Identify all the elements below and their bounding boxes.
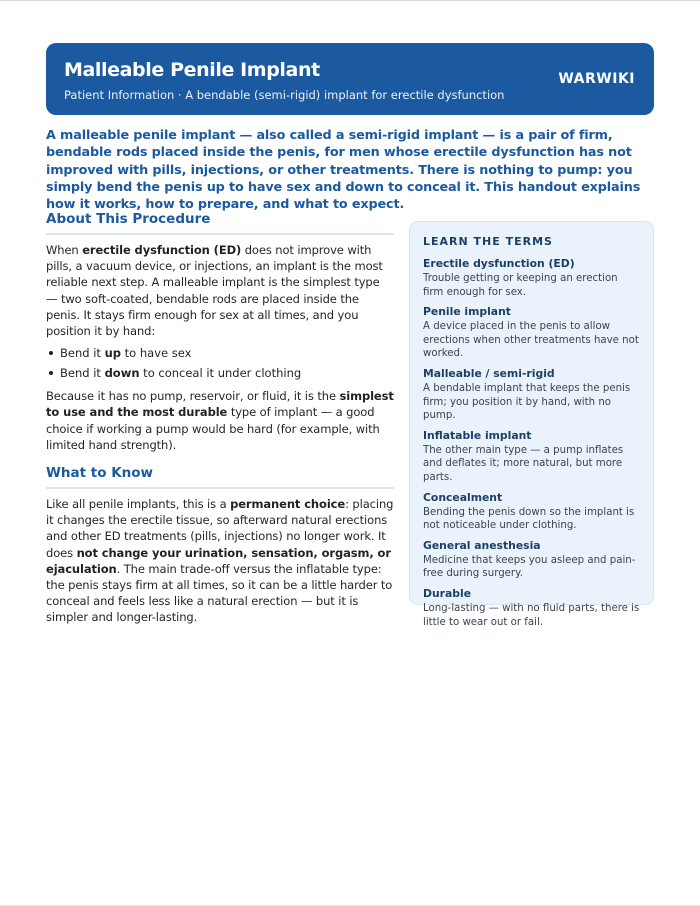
term-definition: Medicine that keeps you asleep and pain-free during surgery. — [423, 554, 636, 580]
main-content — [46, 210, 394, 626]
text-run: does not improve with pills, a vacuum device, or injections, an implant is the most reliable next step. A malleable implant is the simplest type — two soft-coated, bendable rods are placed inside the penis. It stays firm enough for sex at all times, and you position it by hand: — [46, 243, 383, 339]
bold-term: down — [104, 366, 140, 381]
term-name: Penile implant — [423, 305, 511, 319]
glossary-sidebar — [409, 221, 654, 628]
text-run: : placing it changes the erectile tissue, so afterward natural erections and other ED treatments (pills, injections) no longer work. It does — [46, 497, 394, 560]
bold-term: erectile dysfunction (ED) — [82, 243, 242, 257]
term-definition: Bending the penis down so the implant is not noticeable under clothing. — [423, 506, 635, 532]
know-paragraph — [46, 496, 394, 626]
text-run: . The main trade-off versus the inflatable type: the penis stays firm at all times, so it can be a little harder to conceal and feels less like a natural erection — but it is simpler and longer-lasting. — [46, 561, 393, 625]
text-run: When — [46, 243, 83, 257]
term-name: Durable — [423, 586, 472, 600]
term-definition: Long-lasting — with no fluid parts, there is little to wear out or fail. — [423, 602, 640, 628]
glossary-term — [423, 257, 640, 299]
glossary-term — [423, 429, 640, 485]
term-name: Concealment — [423, 490, 503, 504]
term-name: Inflatable implant — [423, 428, 532, 442]
glossary-term — [423, 367, 640, 423]
term-definition: A device placed in the penis to allow erections when other treatments have not worked. — [423, 321, 639, 360]
brand-logo: WARWIKI — [558, 71, 635, 87]
glossary-heading: LEARN THE TERMS — [423, 235, 553, 248]
about-section — [46, 210, 394, 453]
page-subtitle: Patient Information · A bendable (semi-rigid) implant for erectile dysfunction — [64, 88, 505, 102]
bold-term: permanent choice — [230, 497, 346, 512]
bold-term: up — [104, 346, 121, 361]
text-run: type of implant — a good choice if working a pump would be hard (for example, with limited hand strength). — [46, 405, 380, 452]
know-heading: What to Know — [46, 464, 394, 489]
glossary-term — [423, 305, 640, 361]
text-run: Because it has no pump, reservoir, or fluid, it is the — [46, 389, 340, 404]
text-run: to conceal it under clothing — [139, 366, 302, 381]
term-name: Erectile dysfunction (ED) — [423, 257, 575, 270]
glossary-term — [423, 491, 640, 533]
intro-summary: A malleable penile implant — also called a semi-rigid implant — is a pair of firm, bendable rods placed inside the penis, for men whose erectile dysfunction has not improved with pills, injections, or other treatments. There is nothing to pump: you simply bend the penis up to have sex and down to conceal it. This handout explains how it works, how to prepare, and what to expect. — [46, 128, 641, 213]
bold-term: simplest to use and the most durable — [46, 389, 394, 420]
term-name: General anesthesia — [423, 538, 541, 552]
about-paragraph-2 — [46, 388, 394, 453]
header-banner — [46, 43, 654, 115]
list-item — [46, 343, 394, 363]
about-heading: About This Procedure — [46, 210, 394, 235]
list-item — [46, 363, 394, 383]
term-name: Malleable / semi-rigid — [423, 366, 555, 380]
text-run: Like all penile implants, this is a — [46, 497, 231, 512]
glossary-term — [423, 539, 640, 581]
position-list — [46, 343, 394, 383]
bold-term: not change your urination, sensation, orgasm, or ejaculation — [46, 545, 391, 576]
term-definition: A bendable implant that keeps the penis firm; you position it by hand, with no pump. — [423, 382, 631, 422]
page-title: Malleable Penile Implant — [64, 59, 320, 81]
know-section — [46, 464, 394, 626]
glossary-term — [423, 587, 640, 629]
text-run: Bend it — [60, 366, 105, 381]
text-run: Bend it — [60, 346, 105, 361]
text-run: to have sex — [121, 346, 192, 361]
term-definition: Trouble getting or keeping an erection firm enough for sex. — [423, 273, 618, 298]
about-paragraph-1 — [46, 242, 394, 339]
term-definition: The other main type — a pump inflates and deflates it; more natural, but more parts. — [423, 444, 624, 483]
